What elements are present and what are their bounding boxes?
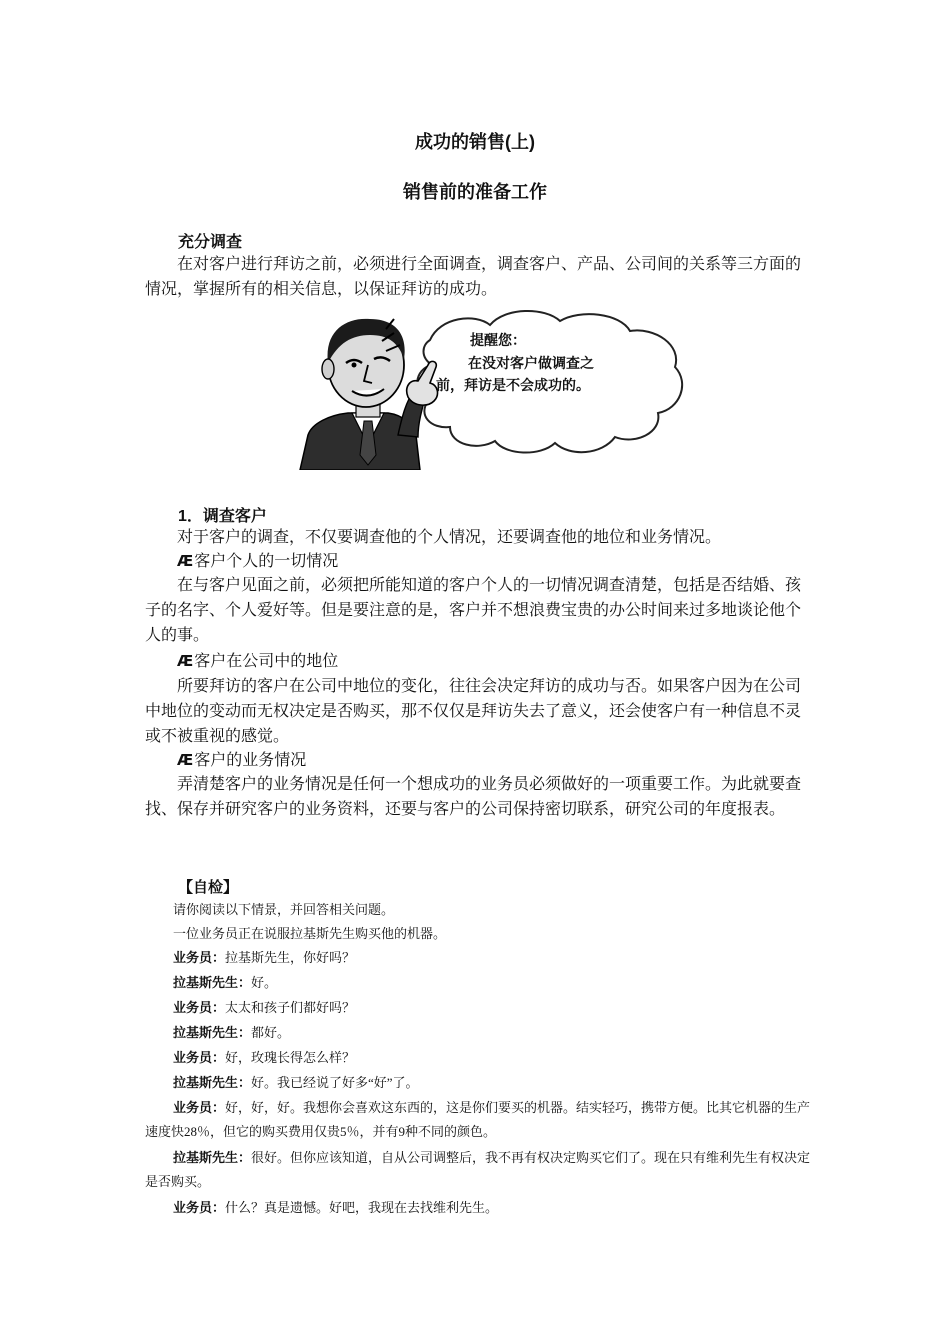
page-title: 成功的销售(上) <box>415 132 535 152</box>
reminder-title: 提醒您： <box>470 332 526 348</box>
self-check-label: 【自检】 <box>178 879 239 896</box>
dialogue-line <box>145 1071 813 1095</box>
dialogue-line <box>145 1096 813 1144</box>
self-check-instruction: 请你阅读以下情景，并回答相关问题。 <box>173 902 395 917</box>
dialogue-text: 好。 <box>251 975 278 990</box>
paragraph-customer-intro: 对于客户的调查，不仅要调查他的个人情况，还要调查他的地位和业务情况。 <box>177 529 722 546</box>
dialogue-line <box>145 1146 813 1194</box>
speaker: 拉基斯先生： <box>173 975 252 990</box>
bullet-label: 客户的业务情况 <box>194 752 307 769</box>
speaker: 拉基斯先生： <box>173 1150 252 1165</box>
bullet-label: 客户在公司中的地位 <box>194 653 339 670</box>
dialogue-line <box>145 946 813 970</box>
bullet-mark: Æ <box>177 552 193 570</box>
dialogue-line <box>145 971 813 995</box>
speaker: 业务员： <box>173 1100 226 1115</box>
speaker: 业务员： <box>173 1050 226 1065</box>
paragraph-investigation: 在对客户进行拜访之前，必须进行全面调查，调查客户、产品、公司间的关系等三方面的情况，掌握所有的相关信息，以保证拜访的成功。 <box>145 256 802 298</box>
dialogue-text: 很好。但你应该知道，自从公司调整后，我不再有权决定购买它们了。现在只有维利先生有权决定是否购买。 <box>145 1150 811 1189</box>
bullet-mark: Æ <box>177 751 193 769</box>
dialogue-text: 什么？真是遗憾。好吧，我现在去找维利先生。 <box>225 1200 499 1215</box>
reminder-line-2: 前，拜访是不会成功的。 <box>436 377 590 393</box>
reminder-illustration <box>290 305 690 470</box>
paragraph-business: 弄清楚客户的业务情况是任何一个想成功的业务员必须做好的一项重要工作。为此就要查找、保存并研究客户的业务资料，还要与客户的公司保持密切联系，研究公司的年度报表。 <box>145 776 802 818</box>
reminder-line-1: 在没对客户做调查之 <box>468 355 594 371</box>
bullet-position <box>177 649 338 674</box>
dialogue-text: 好，玫瑰长得怎么样？ <box>225 1050 356 1065</box>
dialogue-text: 拉基斯先生，你好吗？ <box>225 950 356 965</box>
speaker: 业务员： <box>173 1000 226 1015</box>
speaker: 业务员： <box>173 950 226 965</box>
dialogue-text: 好，好，好。我想你会喜欢这东西的，这是你们要买的机器。结实轻巧，携带方便。比其它机器的生产速度快28％，但它的购买费用仅贵5％，并有9种不同的颜色。 <box>145 1100 811 1139</box>
bullet-label: 客户个人的一切情况 <box>194 553 339 570</box>
dialogue-line <box>145 1021 813 1045</box>
bullet-personal <box>177 549 338 574</box>
paragraph-position: 所要拜访的客户在公司中地位的变化，往往会决定拜访的成功与否。如果客户因为在公司中地位的变动而无权决定是否购买，那不仅仅是拜访失去了意义，还会使客户有一种信息不灵或不被重视的感觉。 <box>145 678 802 745</box>
bullet-mark: Æ <box>177 652 193 670</box>
bullet-business <box>177 748 306 773</box>
dialogue-line <box>145 1196 813 1220</box>
section-heading-customer: 1．调查客户 <box>178 508 267 525</box>
dialogue-line <box>145 1046 813 1070</box>
dialogue-text: 好。我已经说了好多“好”了。 <box>251 1075 419 1090</box>
dialogue-text: 都好。 <box>251 1025 291 1040</box>
section-heading-investigation: 充分调查 <box>178 234 243 251</box>
page-subtitle: 销售前的准备工作 <box>403 182 547 202</box>
speaker: 拉基斯先生： <box>173 1025 252 1040</box>
dialogue-text: 太太和孩子们都好吗？ <box>225 1000 356 1015</box>
dialogue-line <box>145 996 813 1020</box>
speaker: 拉基斯先生： <box>173 1075 252 1090</box>
paragraph-personal: 在与客户见面之前，必须把所能知道的客户个人的一切情况调查清楚，包括是否结婚、孩子的名字、个人爱好等。但是要注意的是，客户并不想浪费宝贵的办公时间来过多地谈论他个人的事。 <box>145 577 802 644</box>
self-check-scenario: 一位业务员正在说服拉基斯先生购买他的机器。 <box>173 926 447 941</box>
speaker: 业务员： <box>173 1200 226 1215</box>
